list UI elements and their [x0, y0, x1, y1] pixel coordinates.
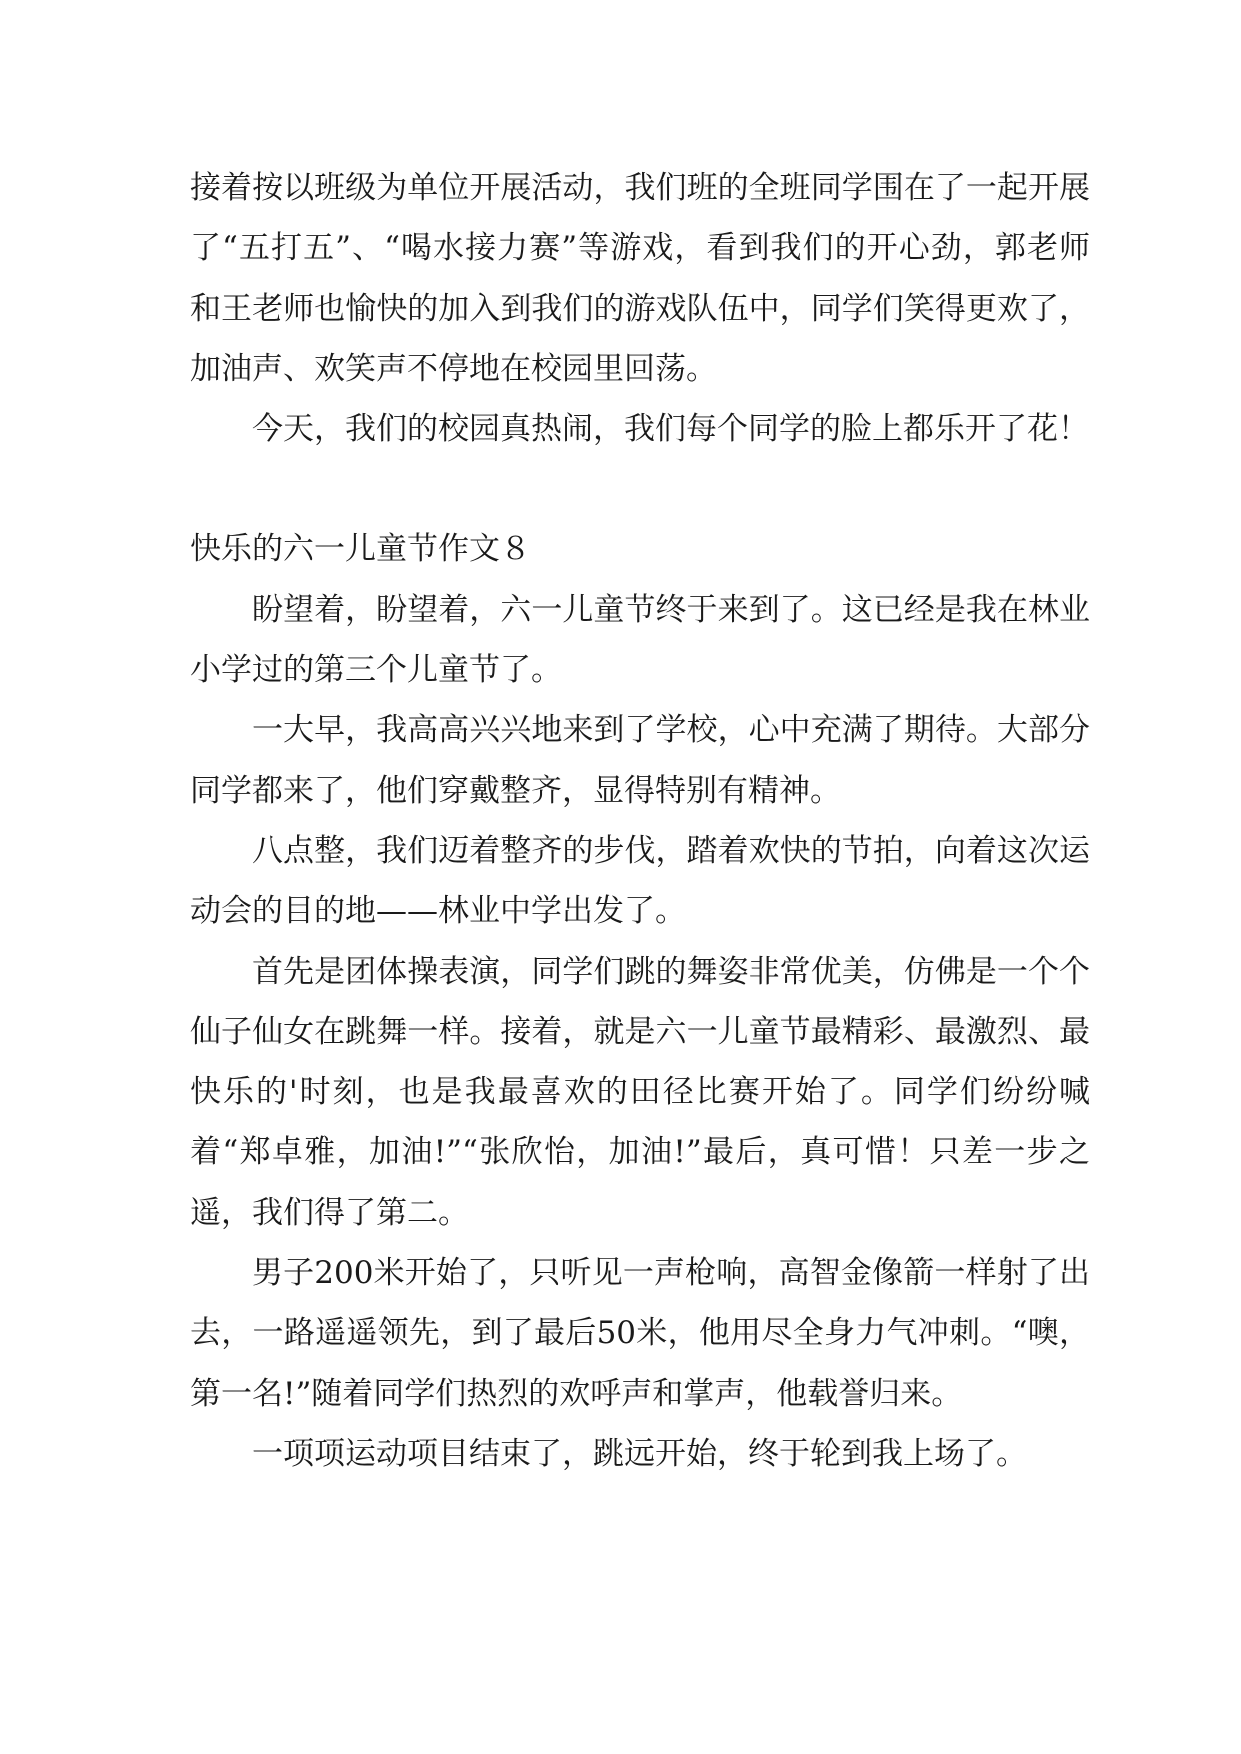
section-gap: [190, 459, 1090, 519]
paragraph-departure: 八点整，我们迈着整齐的步伐，踏着欢快的节拍，向着这次运动会的目的地——林业中学出发了。: [190, 832, 1090, 930]
paragraph-200m-race: 男子200米开始了，只听见一声枪响，高智金像箭一样射了出去，一路遥遥领先，到了最后50米，他用尽全身力气冲刺。“噢，第一名!”随着同学们热烈的欢呼声和掌声，他载誉归来。: [190, 1255, 1090, 1412]
paragraph-long-jump: 一项项运动项目结束了，跳远开始，终于轮到我上场了。: [252, 1435, 1027, 1472]
paragraph-intro: 盼望着，盼望着，六一儿童节终于来到了。这已经是我在林业小学过的第三个儿童节了。: [190, 591, 1090, 689]
paragraph-conclusion: 今天，我们的校园真热闹，我们每个同学的脸上都乐开了花！: [252, 411, 1089, 448]
paragraph-activity: 接着按以班级为单位开展活动，我们班的全班同学围在了一起开展了“五打五”、“喝水接力赛”等游戏，看到我们的开心劲，郭老师和王老师也愉快的加入到我们的游戏队伍中，同学们笑得更欢了，加油声、欢笑声不停地在校园里回荡。: [190, 170, 1090, 387]
essay-text: [190, 158, 1090, 1484]
paragraph-morning: 一大早，我高高兴兴地来到了学校，心中充满了期待。大部分同学都来了，他们穿戴整齐，显得特别有精神。: [190, 712, 1090, 809]
paragraph-performance: 首先是团体操表演，同学们跳的舞姿非常优美，仿佛是一个个仙子仙女在跳舞一样。接着，就是六一儿童节最精彩、最激烈、最快乐的'时刻，也是我最喜欢的田径比赛开始了。同学们纷纷喊着“郑卓雅，加油!”“张欣怡，加油!”最后，真可惜！只差一步之遥，我们得了第二。: [190, 953, 1090, 1231]
essay-heading: 快乐的六一儿童节作文８: [190, 531, 531, 568]
